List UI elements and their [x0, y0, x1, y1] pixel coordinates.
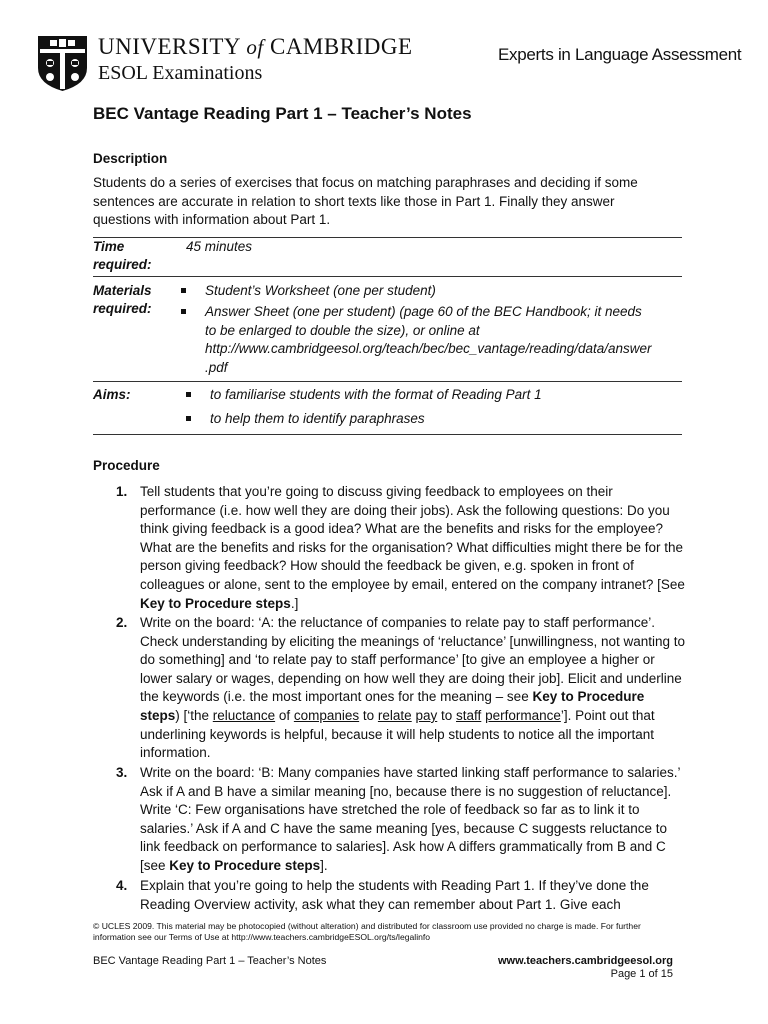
description-heading: Description: [93, 151, 168, 166]
esol-examinations: ESOL Examinations: [98, 62, 263, 84]
bullet-icon: [181, 309, 186, 314]
description-text: Students do a series of exercises that focus on matching paraphrases and deciding if some sentences are accurate in relation to short texts like those in Part 1. Finally they answer questions with information about Part 1.: [93, 175, 638, 228]
university-name: UNIVERSITY of CAMBRIDGE: [98, 34, 413, 59]
cambridge-crest-icon: [36, 34, 89, 92]
procedure-step: 3. Write on the board: ‘B: Many companies have started linking staff performance to salaries.’ Ask if A and B have a similar meaning [no, because there is no suggestion of reluctance]. Write ‘C: Few organisations have stretched the role of feedback so far as to link it to salaries.’ Ask if A and C have the same meaning [yes, because C suggests reluctance to link feedback on performance to salaries]. Ask how A differs grammatically from B and C [see Key to Procedure steps].: [116, 765, 681, 873]
bullet-icon: [181, 288, 186, 293]
bullet-icon: [186, 416, 191, 421]
bullet-icon: [186, 392, 191, 397]
table-rule-bottom: [93, 434, 682, 435]
procedure-step: 2. Write on the board: ‘A: the reluctance of companies to relate pay to staff performance’. Check understanding by eliciting the meanings of ‘reluctance’ [unwillingness, not wanting to do something] and ‘to relate pay to staff performance’ [to give an employee a higher or lower salary or wages, depending on how well they are doing their job]. Elicit and underline the keywords (i.e. the most important ones for the meaning – see Key to Procedure steps) [‘the reluctance of companies to relate pay to staff performance’]. Point out that underlining keywords is helpful, because it will help students to notice all the important information.: [116, 615, 686, 761]
table-rule-2: [93, 381, 682, 382]
table-rule-1: [93, 276, 682, 277]
procedure-step: 1. Tell students that you’re going to discuss giving feedback to employees on their performance (i.e. how well they are doing their jobs). Ask the following questions: Do you think giving feedback is a good idea? What are the benefits and risks for the employee? What are the benefits and risks for the organisation? What difficulties might there be for the person giving feedback? How should the feedback be given, e.g. spoken in front of colleagues or alone, sent to the employee by email, entered on the company intranet? [See Key to Procedure steps.]: [116, 484, 685, 611]
time-label: Time required:: [93, 239, 152, 272]
procedure-heading: Procedure: [93, 458, 160, 473]
document-page: UNIVERSITY of CAMBRIDGE ESOL Examinations Experts in Language Assessment BEC Vantage Reading Part 1 – Teacher’s Notes Description Students do a series of exercises that focus on matching paraphrases and deciding if some sentences are accurate in relation to short texts like those in Part 1. Finally they answer questions with information about Part 1. Time required: 45 minutes Materials required: Student’s Worksheet (one per student) Answer Sheet (one per student) (page 60 of the BEC Handbook; it needs to be enlarged to double the size), or online at http://www.cambridgeesol.org/teach/bec/bec_vantage/reading/data/answer .pdf Aims: to familiarise students with the format of Reading Part 1 to help them to identify paraphrases Procedure 1. Tell students that you’re going to discuss giving feedback to employees on their performance (i.e. how well they are doing their jobs). Ask the following questions: Do you think giving feedback is a good idea? What are the benefits and risks for the employee? What are the benefits and risks for the organisation? What difficulties might there be for the person giving feedback? How should the feedback be given, e.g. spoken in front of colleagues or alone, sent to the employee by email, entered on the company intranet? [See Key to Procedure steps.] 2. Write on the board: ‘A: the reluctance of companies to relate pay to staff performance’. Check understanding by eliciting the meanings of ‘reluctance’ [unwillingness, not wanting to do something] and ‘to relate pay to staff performance’ [to give an employee a higher or lower salary or wages, depending on how well they are doing their job]. Elicit and underline the keywords (i.e. the most important ones for the meaning – see Key to Procedure steps) [‘the reluctance of companies to relate pay to staff performance’]. Point out that underlining keywords is helpful, because it will help students to notice all the important information. 3. Write on the board: ‘B: Many companies have started linking staff performance to salaries.’ Ask if A and B have a similar meaning [no, because there is no suggestion of reluctance]. Write ‘C: Few organisations have stretched the role of feedback so far as to link it to salaries.’ Ask if A and C have the same meaning [yes, because C suggests reluctance to link feedback on performance to salaries]. Ask how A differs grammatically from B and C [see Key to Procedure steps]. 4. Explain that you’re going to help the students with Reading Part 1. If they’ve done the Reading Overview activity, ask what they can remember about Part 1. Give each © UCLES 2009. This material may be photocopied (without alteration) and distributed for classroom use provided no charge is made. For further information see our Terms of Use at http://www.teachers.cambridgeESOL.org/ts/legalinfo BEC Vantage Reading Part 1 – Teacher’s Notes www.teachers.cambridgeesol.org Page 1 of 15: [0, 0, 768, 1024]
procedure-step: 4. Explain that you’re going to help the students with Reading Part 1. If they’ve done the Reading Overview activity, ask what they can remember about Part 1. Give each: [116, 878, 649, 912]
page-number: Page 1 of 15: [610, 968, 673, 980]
tagline: Experts in Language Assessment: [498, 45, 742, 64]
time-value: 45 minutes: [186, 239, 253, 254]
footer-url[interactable]: www.teachers.cambridgeesol.org: [497, 955, 673, 967]
materials-label: Materials required:: [93, 283, 152, 316]
footer-title: BEC Vantage Reading Part 1 – Teacher’s Notes: [93, 955, 327, 967]
aims-label: Aims:: [93, 387, 131, 402]
copyright-notice: © UCLES 2009. This material may be photocopied (without alteration) and distributed for classroom use provided no charge is made. For further information see our Terms of Use at http://www.teachers.cambridgeESOL.org/ts/legalinfo: [93, 921, 641, 942]
document-title: BEC Vantage Reading Part 1 – Teacher’s Notes: [93, 104, 472, 123]
table-rule-top: [93, 237, 682, 238]
